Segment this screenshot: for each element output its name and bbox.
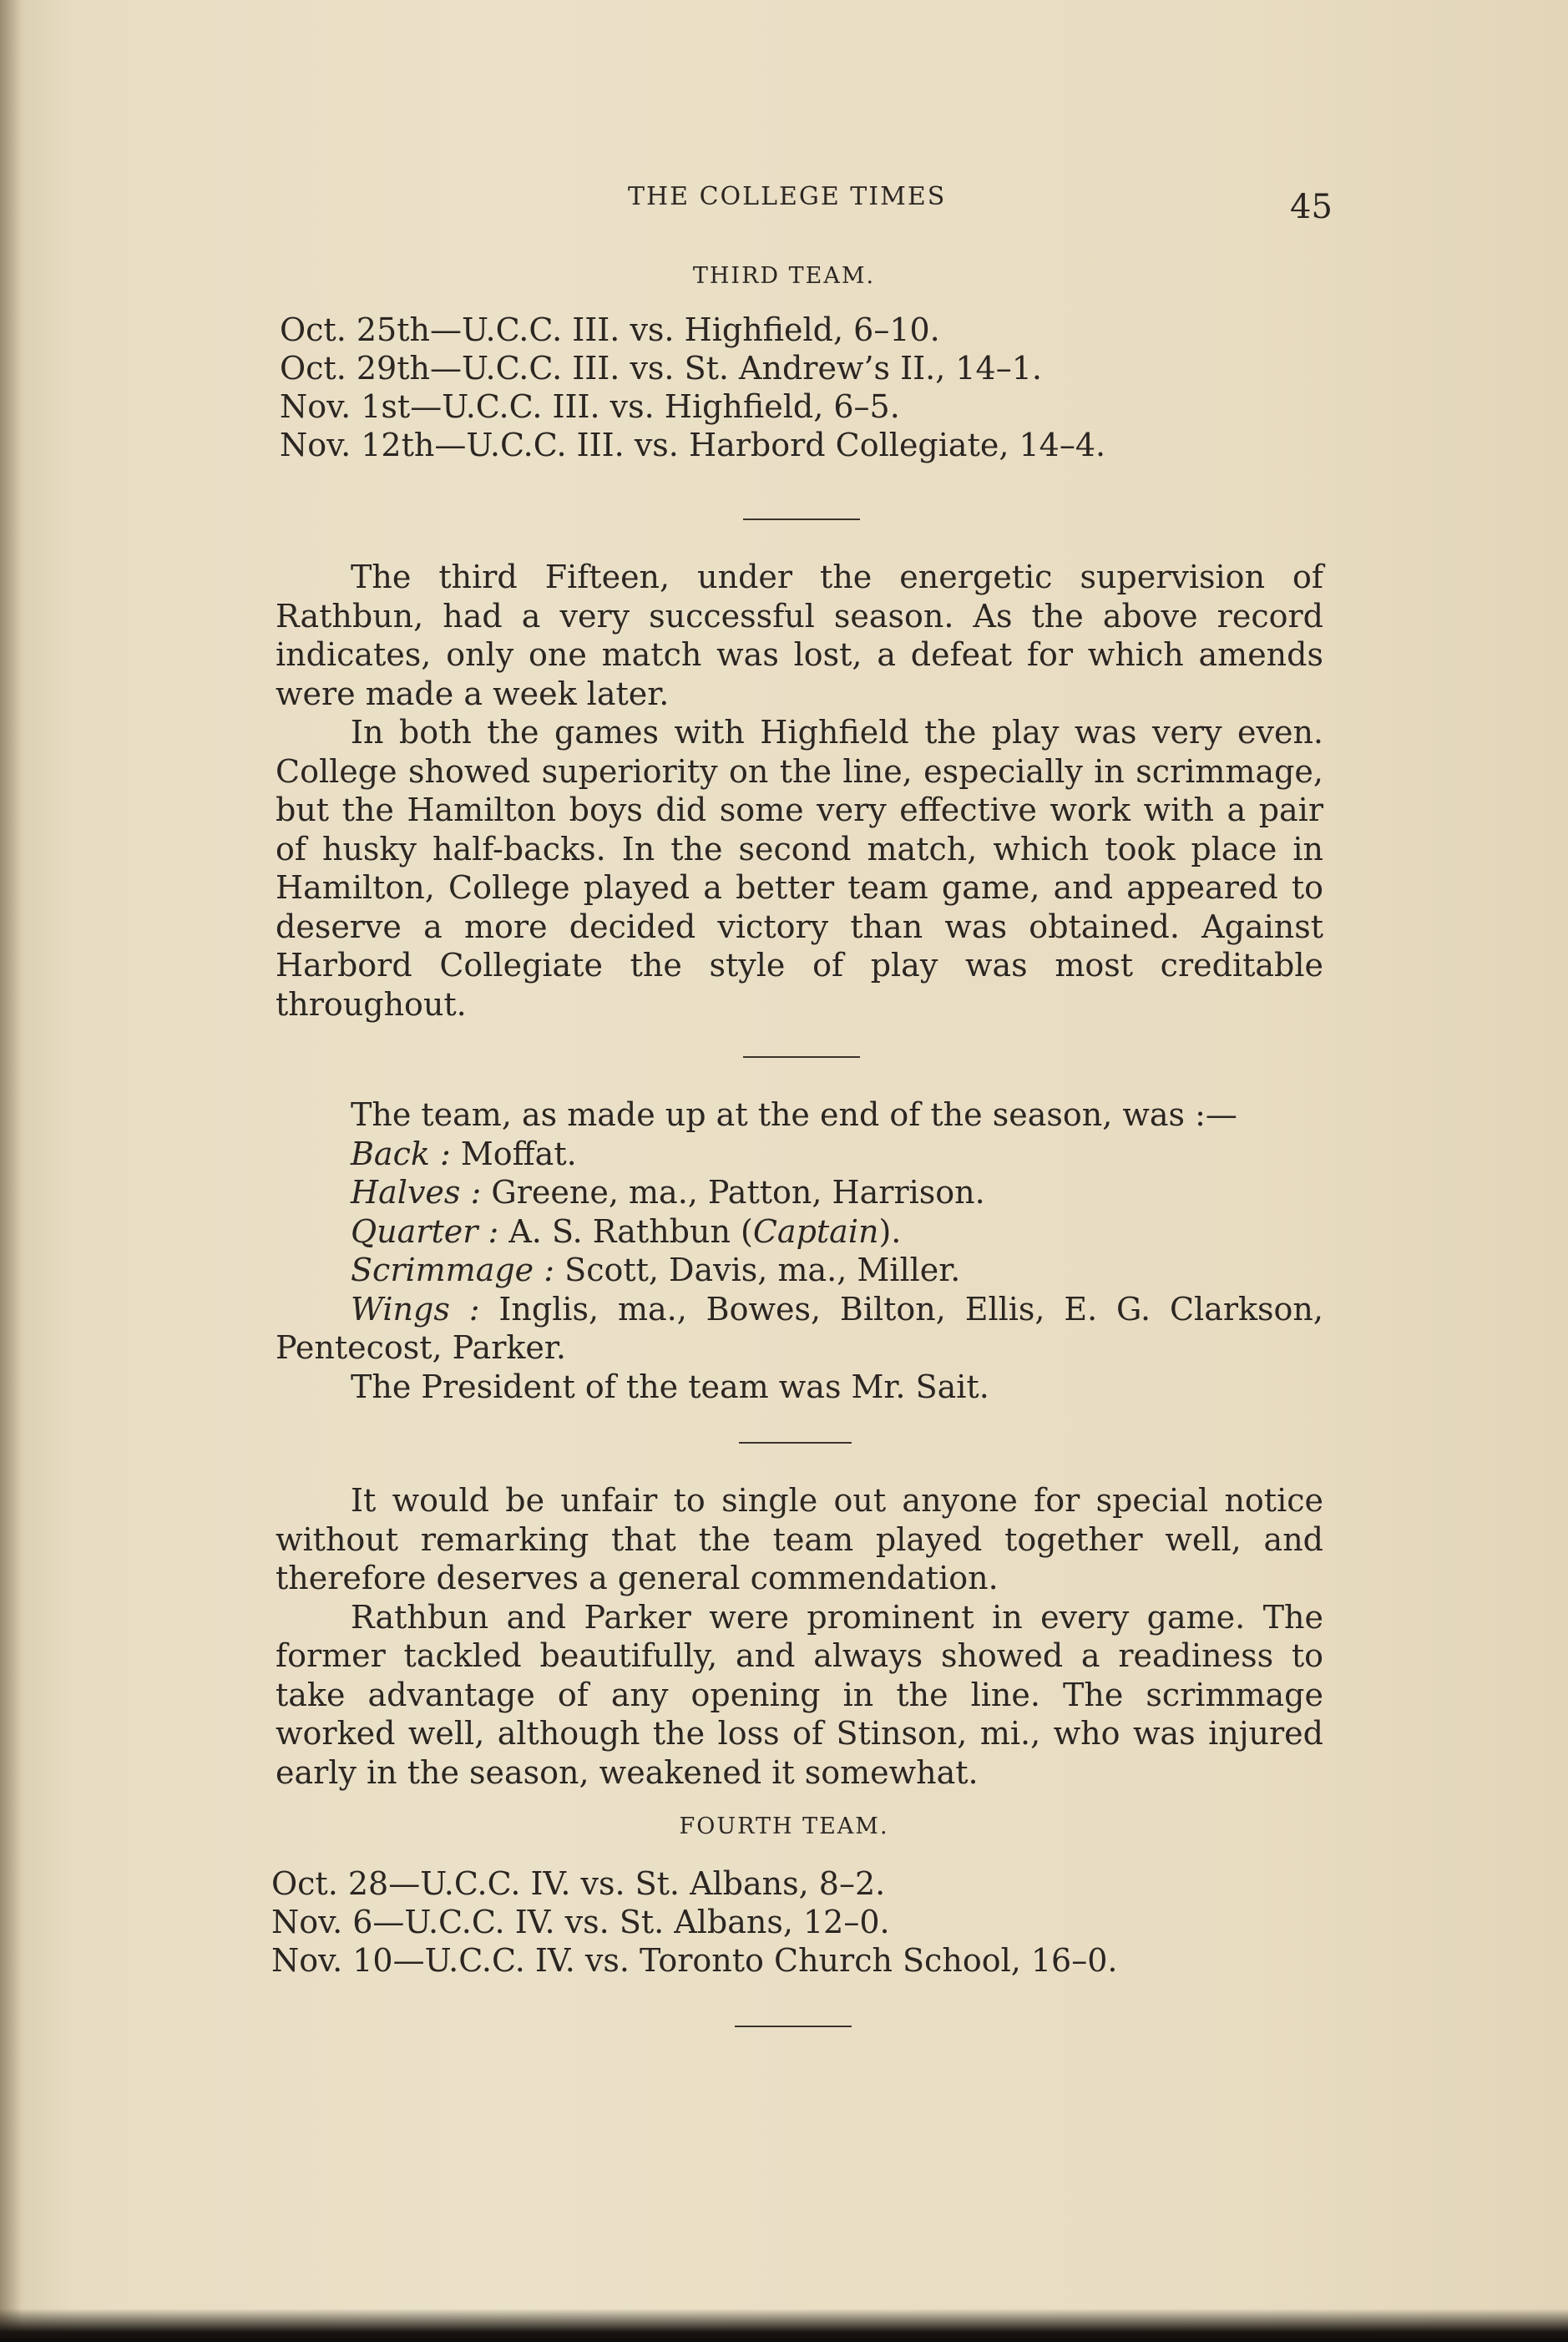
position-label: Halves : [351, 1174, 482, 1211]
third-team-results [280, 311, 1105, 464]
player-names: Inglis, ma., Bowes, Bilton, Ellis, E. G. Clarkson, Pentecost, Parker. [276, 1290, 1323, 1366]
position-label: Wings : [351, 1290, 480, 1328]
divider-rule [739, 1442, 852, 1444]
paragraph: In both the games with Highfield the play was very even. College showed superiority on the line, especially in scrimmage, but the Hamilton boys did some very effective work with a pair of husky half-backs. In the second match, which took place in Hamilton, College played a better team game, and appeared to deserve a more decided victory than was obtained. Against Harbord Collegiate the style of play was most creditable throughout. [276, 714, 1323, 1023]
paragraph: Rathbun and Parker were prominent in every game. The former tackled beautifully, and always showed a readiness to take advantage of any opening in the line. The scrimmage worked well, although the loss of Stinson, mi., who was injured early in the season, weakened it somewhat. [276, 1598, 1323, 1791]
lineup-halves [276, 1173, 1323, 1212]
paragraph: The third Fifteen, under the energetic supervision of Rathbun, had a very successful season. As the above record indicates, only one match was lost, a defeat for which amends were made a week later. [276, 559, 1323, 712]
lineup-quarter [276, 1212, 1323, 1252]
result-line: Nov. 10—U.C.C. IV. vs. Toronto Church School, 16–0. [271, 1942, 1118, 1979]
page-number: 45 [1290, 188, 1333, 226]
captain-note: Captain [752, 1212, 879, 1250]
divider-rule [743, 1056, 860, 1058]
running-title: THE COLLEGE TIMES [628, 182, 947, 211]
third-team-remarks [276, 1481, 1323, 1792]
spine-shadow [0, 0, 22, 2342]
fourth-team-heading: FOURTH TEAM. [679, 1813, 889, 1839]
lineup-scrimmage [276, 1251, 1323, 1290]
player-names: Greene, ma., Patton, Harrison. [491, 1174, 985, 1211]
player-names: Scott, Davis, ma., Miller. [564, 1252, 961, 1288]
position-label: Scrimmage : [351, 1252, 555, 1288]
paragraph: It would be unfair to single out anyone for special notice without remarking that the team played together well, and therefore deserves a general commendation. [276, 1482, 1323, 1596]
fourth-team-results [271, 1864, 1118, 1980]
result-line: Nov. 1st—U.C.C. III. vs. Highfield, 6–5. [280, 388, 900, 425]
position-label: Back : [351, 1135, 451, 1172]
third-team-report [276, 558, 1323, 1024]
team-lineup [276, 1095, 1323, 1406]
position-label: Quarter : [351, 1212, 499, 1250]
divider-rule [743, 518, 860, 520]
third-team-heading: THIRD TEAM. [692, 263, 876, 289]
result-line: Oct. 29th—U.C.C. III. vs. St. Andrew’s II., 14–1. [280, 350, 1042, 387]
lineup-intro: The team, as made up at the end of the season, was :— [351, 1096, 1237, 1133]
team-president: The President of the team was Mr. Sait. [351, 1368, 989, 1405]
punctuation: ). [878, 1212, 902, 1250]
lineup-back [276, 1135, 1323, 1174]
result-line: Oct. 28—U.C.C. IV. vs. St. Albans, 8–2. [271, 1865, 886, 1902]
result-line: Nov. 12th—U.C.C. III. vs. Harbord Collegiate, 14–4. [280, 427, 1106, 463]
page-bottom-edge [0, 2309, 1568, 2342]
divider-rule [735, 2026, 852, 2027]
player-names: Moffat. [460, 1135, 577, 1172]
result-line: Nov. 6—U.C.C. IV. vs. St. Albans, 12–0. [271, 1904, 890, 1940]
lineup-wings [276, 1290, 1323, 1368]
result-line: Oct. 25th—U.C.C. III. vs. Highfield, 6–10. [280, 311, 940, 348]
player-names: A. S. Rathbun ( [508, 1212, 753, 1250]
